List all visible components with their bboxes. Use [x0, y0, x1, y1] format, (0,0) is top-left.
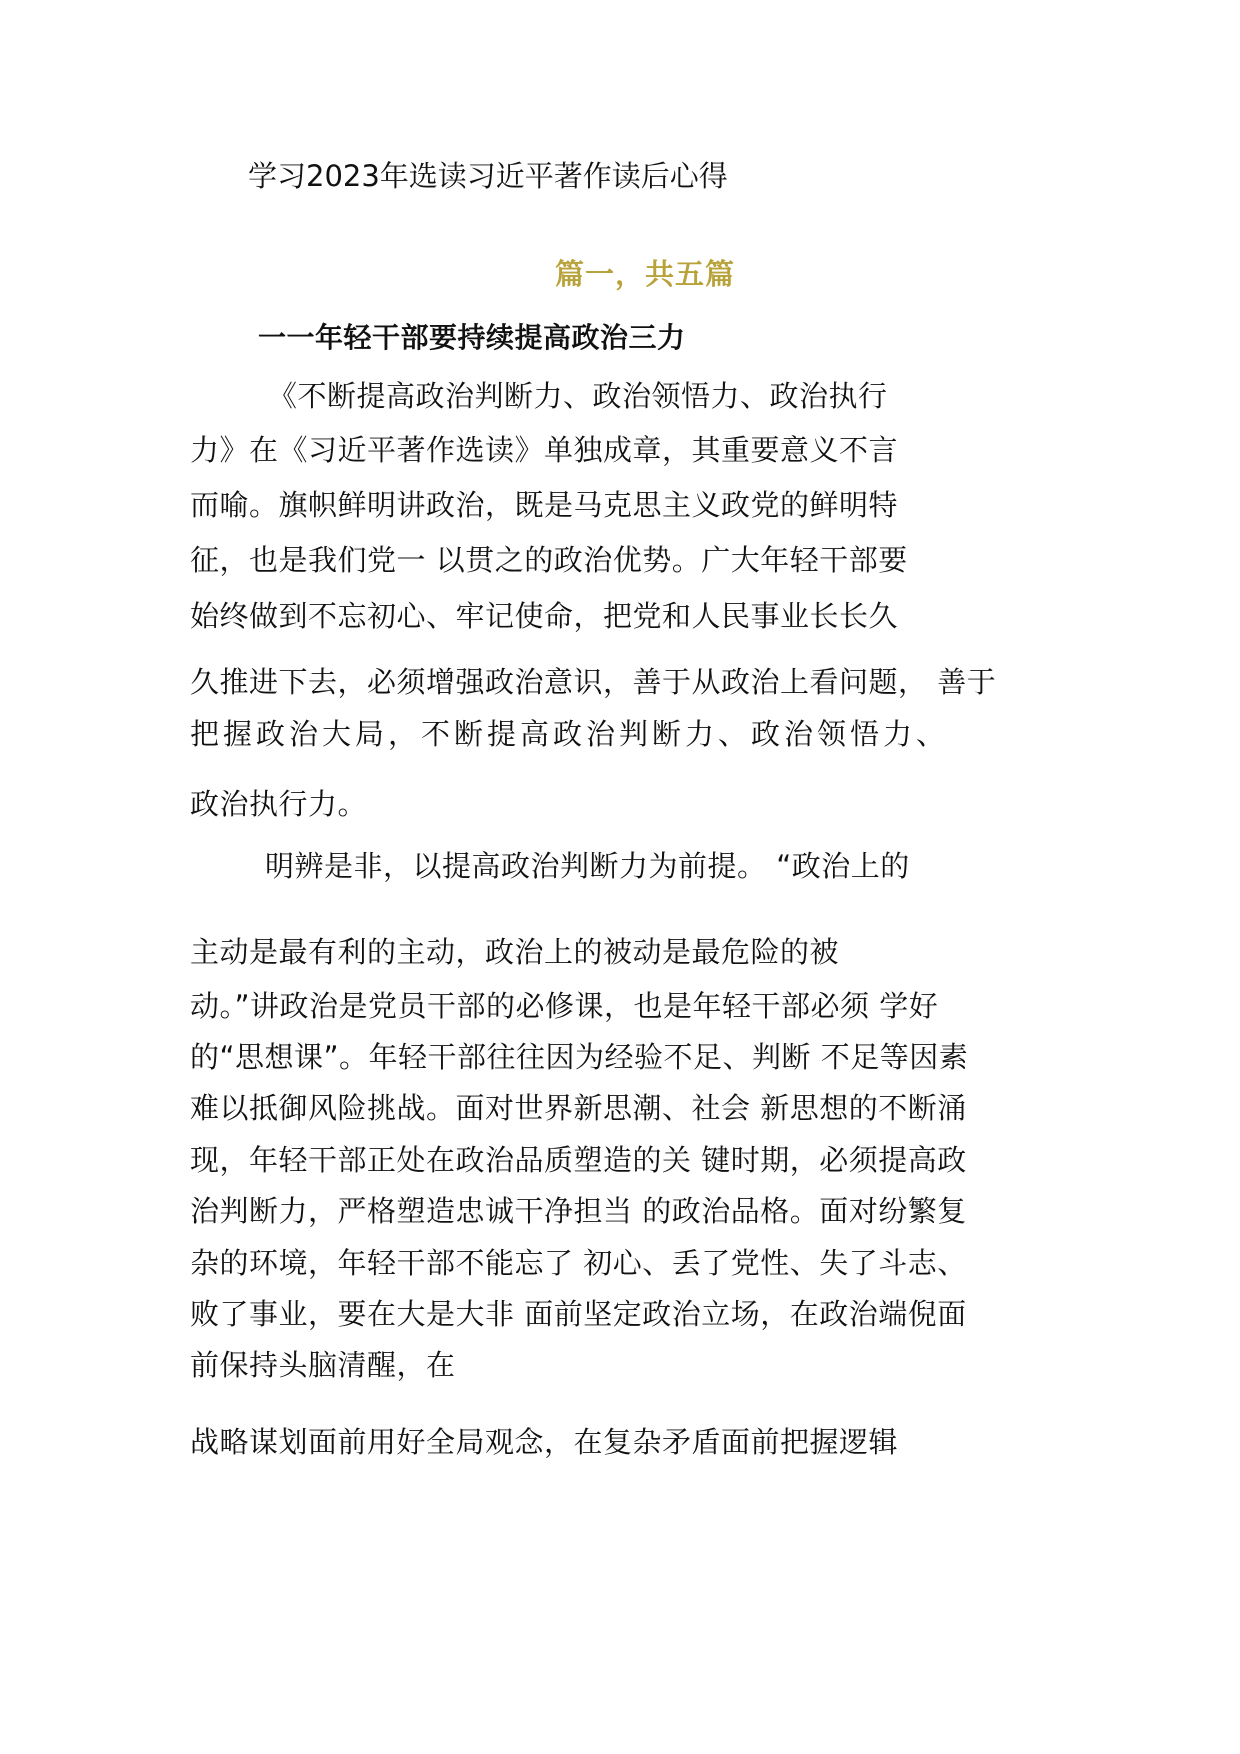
- paragraph-line: 难以抵御风险挑战。面对世界新思潮、社会 新思想的不断涌: [190, 1091, 967, 1125]
- paragraph-line: 《不断提高政治判断力、政治领悟力、政治执行: [268, 379, 888, 413]
- paragraph-line: 征，也是我们党一 以贯之的政治优势。广大年轻干部要: [190, 543, 908, 577]
- paragraph-line: 始终做到不忘初心、牢记使命，把党和人民事业长长久: [190, 599, 899, 633]
- paragraph-line: 动。”讲政治是党员干部的必修课，也是年轻干部必须 学好: [190, 989, 939, 1023]
- paragraph-line: 治判断力，严格塑造忠诚干净担当 的政治品格。面对纷繁复: [190, 1194, 967, 1228]
- paragraph-line: 政治执行力。: [190, 787, 368, 821]
- paragraph-line: 力》在《习近平著作选读》单独成章，其重要意义不言: [190, 433, 899, 467]
- paragraph-line: 而喻。旗帜鲜明讲政治，既是马克思主义政党的鲜明特: [190, 488, 899, 522]
- document-subtitle: 篇一，共五篇: [554, 257, 735, 291]
- paragraph-line: 的“思想课”。年轻干部往往因为经验不足、判断 不足等因素: [190, 1040, 969, 1074]
- paragraph-line: 明辨是非，以提高政治判断力为前提。 “政治上的: [265, 849, 910, 883]
- paragraph-line: 杂的环境，年轻干部不能忘了 初心、丢了党性、失了斗志、: [190, 1246, 967, 1280]
- paragraph-line: 前保持头脑清醒，在: [190, 1348, 456, 1382]
- paragraph-line: 主动是最有利的主动，政治上的被动是最危险的被: [190, 935, 840, 969]
- paragraph-line: 把握政治大局，不断提高政治判断力、政治领悟力、: [190, 717, 950, 751]
- paragraph-line: 久推进下去，必须增强政治意识，善于从政治上看问题， 善于: [190, 665, 997, 699]
- section-heading: 一一年轻干部要持续提高政治三力: [258, 321, 686, 354]
- document-title: 学习2023年选读习近平著作读后心得: [248, 159, 728, 193]
- paragraph-line: 战略谋划面前用好全局观念，在复杂矛盾面前把握逻辑: [190, 1425, 899, 1459]
- paragraph-line: 败了事业，要在大是大非 面前坚定政治立场，在政治端倪面: [190, 1297, 967, 1331]
- paragraph-line: 现，年轻干部正处在政治品质塑造的关 键时期，必须提高政: [190, 1143, 967, 1177]
